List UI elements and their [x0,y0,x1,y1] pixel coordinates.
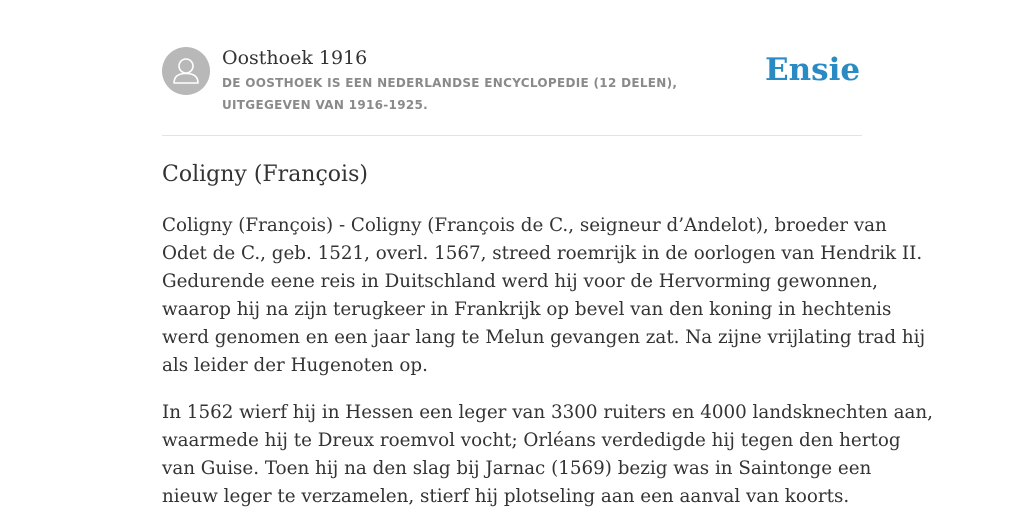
source-header [162,46,862,116]
paragraph-line: waarmede hij te Dreux roemvol vocht; Orléans verdedigde hij tegen den hertog [162,430,901,451]
paragraph [162,399,933,511]
paragraph-line: Odet de C., geb. 1521, overl. 1567, streed roemrijk in de oorlogen van Hendrik II. [162,243,923,264]
paragraph-line: Gedurende eene reis in Duitschland werd hij voor de Hervorming gewonnen, [162,271,878,292]
source-description: DE OOSTHOEK IS EEN NEDERLANDSE ENCYCLOPEDIE (12 DELEN), UITGEGEVEN VAN 1916-1925. [222,76,678,112]
paragraph-line: nieuw leger te verzamelen, stierf hij plotseling aan een aanval van koorts. [162,486,850,507]
user-icon [162,47,210,95]
paragraph-line: als leider der Hugenoten op. [162,355,428,376]
ensie-logo[interactable]: Ensie [765,52,861,88]
paragraph-line: Coligny (François) - Coligny (François de C., seigneur d’Andelot), broeder van [162,215,887,236]
source-avatar[interactable] [162,47,210,95]
entry-title: Coligny (François) [162,162,368,187]
paragraph-line: waarop hij na zijn terugkeer in Frankrijk op bevel van den koning in hechtenis [162,299,892,320]
source-title[interactable]: Oosthoek 1916 [222,47,368,69]
header-divider [162,135,862,136]
paragraph-line: van Guise. Toen hij na den slag bij Jarnac (1569) bezig was in Saintonge een [162,458,872,479]
paragraph-line: In 1562 wierf hij in Hessen een leger van 3300 ruiters en 4000 landsknechten aan, [162,402,933,423]
paragraph [162,212,926,380]
paragraph-line: werd genomen en een jaar lang te Melun gevangen zat. Na zijne vrijlating trad hij [162,327,926,348]
entry-body [162,212,933,512]
